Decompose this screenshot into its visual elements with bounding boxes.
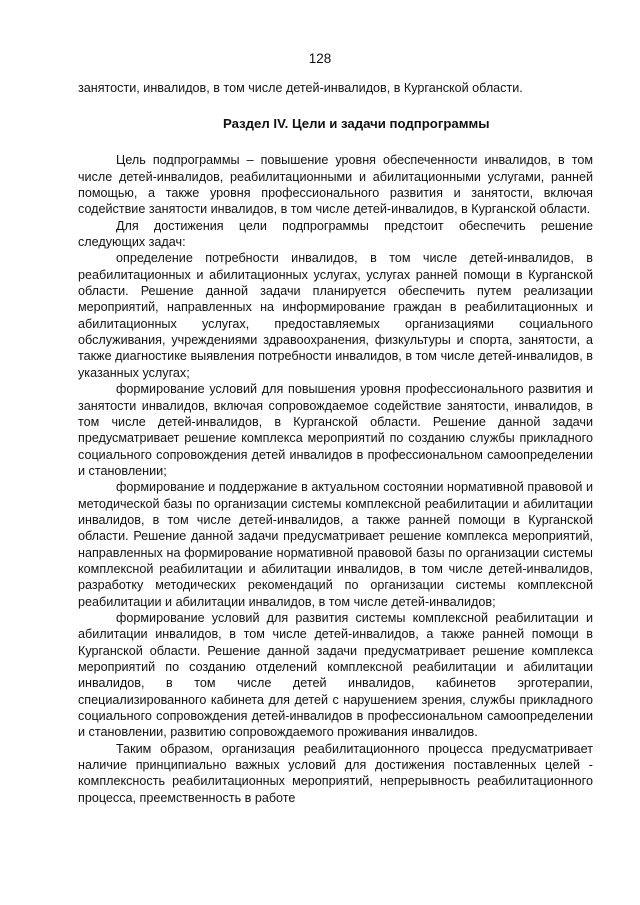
page-number: 128: [308, 51, 332, 66]
continuation-text: занятости, инвалидов, в том числе детей-инвалидов, в Курганской области.: [78, 81, 523, 95]
paragraph-task-3: формирование и поддержание в актуальном состоянии нормативной правовой и методической базы по организации системы комплексной реабилитации и абилитации инвалидов, в том числе детей-инвалидов, а также ранней помощи в Курганской области. Решение данной задачи предусматривает решение комплекса мероприятий, направленных на формирование нормативной правовой базы по организации системы комплексной реабилитации и абилитации инвалидов, в том числе детей-инвалидов, разработку методических рекомендаций по организации системы комплексной реабилитации и абилитации инвалидов, в том числе детей-инвалидов;: [78, 480, 593, 609]
paragraph-task-4: формирование условий для развития системы комплексной реабилитации и абилитации инвалидов, в том числе детей-инвалидов, а также ранней помощи в Курганской области. Решение данной задачи предусматривает решение комплекса мероприятий по созданию отделений комплексной реабилитации и абилитации инвалидов, в том числе детей инвалидов, кабинетов эрготерапии, специализированного кабинета для детей с нарушением зрения, службы прикладного социального сопровождения детей-инвалидов в профессиональном самоопределении и становлении, развитию сопровождаемого проживания инвалидов.: [78, 610, 593, 740]
document-body: [78, 80, 593, 806]
paragraph-conclusion: Таким образом, организация реабилитационного процесса предусматривает наличие принципиально важных условий для достижения поставленных целей - комплексность реабилитационных мероприятий, непрерывность реабилитационного процесса, преемственность в работе: [78, 741, 593, 805]
paragraph-tasks-intro: Для достижения цели подпрограммы предстоит обеспечить решение следующих задач:: [78, 218, 593, 250]
paragraph-goal: Цель подпрограммы – повышение уровня обеспеченности инвалидов, в том числе детей-инвалидов, реабилитационными и абилитационными услугами, ранней помощью, а также уровня профессионального развития и занятости, включая содействие занятости инвалидов, в том числе детей-инвалидов, в Курганской области.: [78, 153, 593, 217]
section-heading: Раздел IV. Цели и задачи подпрограммы: [223, 116, 490, 132]
paragraph-task-2: формирование условий для повышения уровня профессионального развития и занятости инвалидов, включая сопровождаемое содействие занятости, инвалидов, в том числе детей-инвалидов, в Курганской области. Решение данной задачи предусматривает решение комплекса мероприятий по созданию службы прикладного социального сопровождения детей инвалидов в профессиональном самоопределении и становлении;: [78, 382, 593, 478]
paragraph-task-1: определение потребности инвалидов, в том числе детей-инвалидов, в реабилитационных и абилитационных услугах, услугах ранней помощи в Курганской области. Решение данной задачи планируется обеспечить путем реализации мероприятий, направленных на информирование граждан в реабилитационных и абилитационных услугах, предоставляемых организациями социального обслуживания, учреждениями здравоохранения, физкультуры и спорта, занятости, а также диагностике выявления потребности инвалидов, в том числе детей-инвалидов, в указанных услугах;: [78, 251, 593, 380]
